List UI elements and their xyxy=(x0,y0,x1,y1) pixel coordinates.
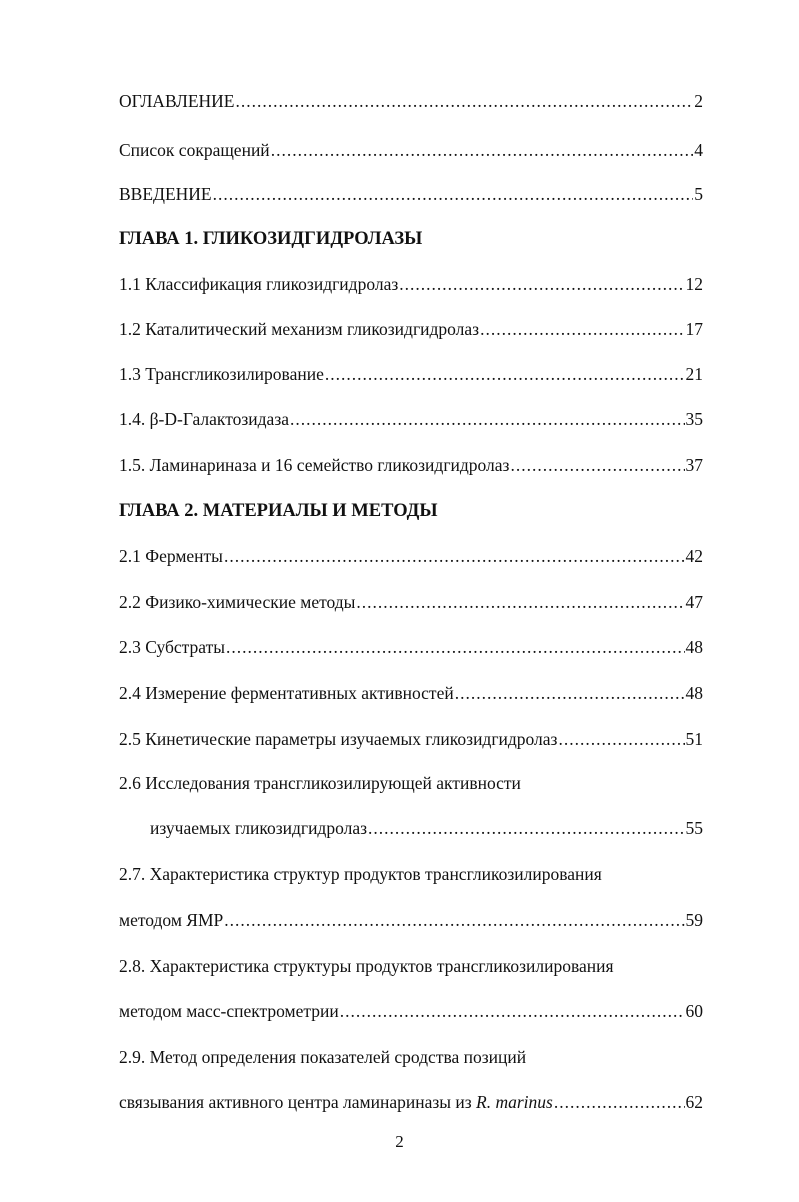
toc-entry-2-8-title[interactable]: 2.8. Характеристика структуры продуктов трансгликозилирования xyxy=(119,956,614,976)
toc-entry-page: 42 xyxy=(685,546,703,566)
toc-entry-page: 2 xyxy=(694,91,703,111)
dot-leader xyxy=(558,729,684,750)
toc-entry-1-4[interactable] xyxy=(119,409,703,435)
dot-leader xyxy=(271,140,694,161)
toc-entry-1-1[interactable] xyxy=(119,274,703,300)
toc-entry-page: 48 xyxy=(685,683,703,703)
toc-entry-2-7-title[interactable]: 2.7. Характеристика структур продуктов трансгликозилирования xyxy=(119,864,602,884)
toc-entry-label: 1.4. β-D-Галактозидаза xyxy=(119,409,289,429)
toc-entry-2-5[interactable] xyxy=(119,729,703,755)
toc-entry-1-3[interactable] xyxy=(119,364,703,390)
dot-leader xyxy=(224,910,684,931)
toc-entry-page: 17 xyxy=(685,319,703,339)
toc-entry-label: методом масс-спектрометрии xyxy=(119,1001,339,1021)
toc-entry-label: Список сокращений xyxy=(119,140,270,160)
toc-entry-page: 21 xyxy=(685,364,703,384)
dot-leader xyxy=(455,683,685,704)
toc-entry-label: 2.4 Измерение ферментативных активностей xyxy=(119,683,454,703)
toc-entry-label: методом ЯМР xyxy=(119,910,224,930)
chapter-1-heading[interactable]: ГЛАВА 1. ГЛИКОЗИДГИДРОЛАЗЫ xyxy=(119,229,423,249)
dot-leader xyxy=(480,319,684,340)
dot-leader xyxy=(554,1092,685,1113)
toc-entry-2-4[interactable] xyxy=(119,683,703,709)
toc-entry-page: 62 xyxy=(685,1092,703,1112)
toc-entry-label: 2.1 Ферменты xyxy=(119,546,223,566)
toc-entry-label: 2.3 Субстраты xyxy=(119,637,226,657)
toc-entry-abbreviations[interactable] xyxy=(119,140,703,166)
toc-entry-page: 59 xyxy=(685,910,703,930)
toc-entry-label: изучаемых гликозидгидролаз xyxy=(150,818,368,838)
toc-entry-page: 51 xyxy=(685,729,703,749)
toc-entry-2-7[interactable] xyxy=(119,910,703,936)
page-number: 2 xyxy=(395,1132,404,1151)
toc-entry-label: 1.1 Классификация гликозидгидролаз xyxy=(119,274,399,294)
dot-leader xyxy=(290,409,685,430)
toc-entry-1-2[interactable] xyxy=(119,319,703,345)
dot-leader xyxy=(224,546,685,567)
dot-leader xyxy=(213,184,694,205)
toc-entry-page: 4 xyxy=(694,140,703,160)
dot-leader xyxy=(399,274,684,295)
toc-entry-page: 5 xyxy=(694,184,703,204)
toc-entry-label: 1.2 Каталитический механизм гликозидгидролаз xyxy=(119,319,480,339)
toc-entry-label: ВВЕДЕНИЕ xyxy=(119,184,212,204)
toc-entry-2-2[interactable] xyxy=(119,592,703,618)
toc-entry-label-text: связывания активного центра ламинариназы из xyxy=(119,1092,477,1112)
toc-entry-label: 1.3 Трансгликозилирование xyxy=(119,364,324,384)
toc-entry-page: 37 xyxy=(685,455,703,475)
toc-entry-2-3[interactable] xyxy=(119,637,703,663)
toc-entry-introduction[interactable] xyxy=(119,184,703,210)
toc-entry-page: 12 xyxy=(685,274,703,294)
toc-entry-contents[interactable] xyxy=(119,91,703,117)
toc-entry-page: 47 xyxy=(685,592,703,612)
toc-entry-1-5[interactable] xyxy=(119,455,703,481)
toc-entry-label: ОГЛАВЛЕНИЕ xyxy=(119,91,235,111)
toc-entry-2-1[interactable] xyxy=(119,546,703,572)
dot-leader xyxy=(226,637,684,658)
toc-entry-label xyxy=(119,1092,553,1113)
toc-entry-page: 35 xyxy=(685,409,703,429)
toc-entry-label: 2.2 Физико-химические методы xyxy=(119,592,356,612)
toc-entry-2-9-title[interactable]: 2.9. Метод определения показателей сродства позиций xyxy=(119,1047,527,1067)
toc-entry-2-8[interactable] xyxy=(119,1001,703,1027)
dot-leader xyxy=(325,364,685,385)
dot-leader xyxy=(340,1001,685,1022)
toc-entry-page: 55 xyxy=(685,818,703,838)
toc-entry-2-6-title[interactable]: 2.6 Исследования трансгликозилирующей активности xyxy=(119,773,521,793)
toc-entry-2-9[interactable] xyxy=(119,1092,703,1118)
chapter-2-heading[interactable]: ГЛАВА 2. МАТЕРИАЛЫ И МЕТОДЫ xyxy=(119,501,438,521)
toc-entry-label: 2.5 Кинетические параметры изучаемых гликозидгидролаз xyxy=(119,729,558,749)
dot-leader xyxy=(510,455,684,476)
species-name: R. marinus xyxy=(476,1092,553,1112)
toc-entry-2-6[interactable] xyxy=(150,818,703,844)
toc-entry-label: 1.5. Ламинариназа и 16 семейство гликозидгидролаз xyxy=(119,455,510,475)
toc-entry-page: 48 xyxy=(685,637,703,657)
dot-leader xyxy=(356,592,684,613)
dot-leader xyxy=(368,818,684,839)
toc-entry-page: 60 xyxy=(685,1001,703,1021)
dot-leader xyxy=(235,91,693,112)
